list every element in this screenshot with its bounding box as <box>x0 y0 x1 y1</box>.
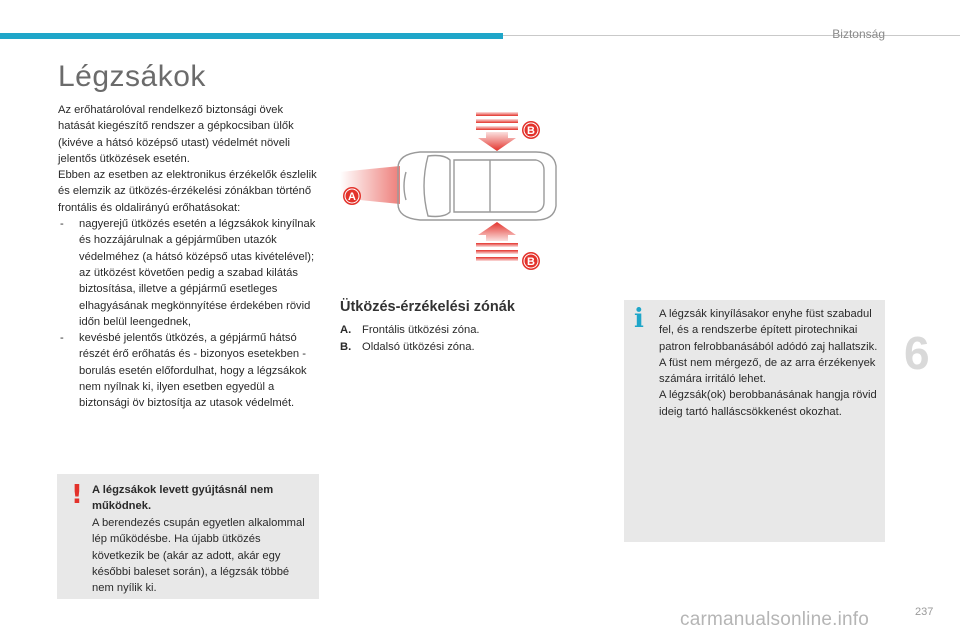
zones-heading: Ütközés-érzékelési zónák <box>340 299 515 315</box>
intro-paragraph: Ebben az esetben az elektronikus érzékelők észlelik és elemzik az ütközés-érzékelési zónákban történő frontális és oldalirányú erőhatásokat: <box>58 169 317 214</box>
section-title: Biztonság <box>832 27 885 41</box>
warning-heading: A légzsákok levett gyújtásnál nem működnek. <box>92 484 274 512</box>
warning-box <box>57 474 319 599</box>
list-item: - kevésbé jelentős ütközés, a gépjármű hátsó részét érő erőhatás és - bizonyos esetekben - borulás esetén előfordulhat, hogy a légzsákok nem nyílnak ki, ilyen esetben egyedül a biztonsági öv biztosítja az utasok védelmét. <box>58 330 320 411</box>
warning-icon: ! <box>71 480 83 510</box>
intro-paragraph: Az erőhatárolóval rendelkező biztonsági övek hatását kiegészítő rendszer a gépkocsiban ülők (kivéve a hátsó középső utast) védelmét növeli jelentős ütközések esetén. <box>58 104 294 165</box>
header-rule <box>503 35 960 36</box>
info-text: A légzsák kinyílásakor enyhe füst szabadul fel, és a rendszerbe épített pirotechnikai patron felrobbanásából adódó zaj hallatszik. A füst nem mérgező, de az arra érzékenyek számára irritáló lehet. A légzsák(ok) berobbanásának hangja rövid ideig tartó halláscsökkenést okozhat. <box>659 308 878 418</box>
header-accent-bar <box>0 33 503 39</box>
crash-zone-diagram <box>340 110 560 275</box>
page-title: Légzsákok <box>58 60 206 93</box>
top-impact-arrows <box>476 112 518 151</box>
car-outline <box>398 152 556 220</box>
zones-legend <box>340 322 480 356</box>
bottom-impact-arrows <box>476 222 518 261</box>
chapter-number: 6 <box>904 327 930 379</box>
label-a: A <box>348 191 356 203</box>
zone-text: Frontális ütközési zóna. <box>362 324 480 336</box>
zone-item <box>340 339 480 356</box>
info-box <box>624 300 885 542</box>
zone-item <box>340 322 480 339</box>
zone-letter: B. <box>340 341 352 353</box>
intro-text <box>58 102 320 412</box>
label-b-top-marker <box>522 121 540 139</box>
label-b: B <box>527 125 535 137</box>
label-a-marker <box>343 187 361 205</box>
info-icon: i <box>634 304 644 334</box>
label-b: B <box>527 256 535 268</box>
page-number: 237 <box>915 606 934 618</box>
zone-text: Oldalsó ütközési zóna. <box>362 341 475 353</box>
warning-text: A berendezés csupán egyetlen alkalommal lép működésbe. Ha újabb ütközés következik be (akár az adott, akár egy későbbi baleset során), a légzsák többé nem nyílik ki. <box>92 517 305 595</box>
label-b-bottom-marker <box>522 252 540 270</box>
intro-list <box>58 216 320 412</box>
watermark: carmanualsonline.info <box>680 609 870 630</box>
list-item: - nagyerejű ütközés esetén a légzsákok kinyílnak és hozzájárulnak a gépjárműben utazók védelméhez (a hátsó középső utas kivételével); az ütközést követően pedig a szabad kilátás biztosítása, illetve a gépjármű esetleges elhagyásának megkönnyítése érdekében rövid időn belül leengednek, <box>58 216 320 330</box>
zone-letter: A. <box>340 324 352 336</box>
